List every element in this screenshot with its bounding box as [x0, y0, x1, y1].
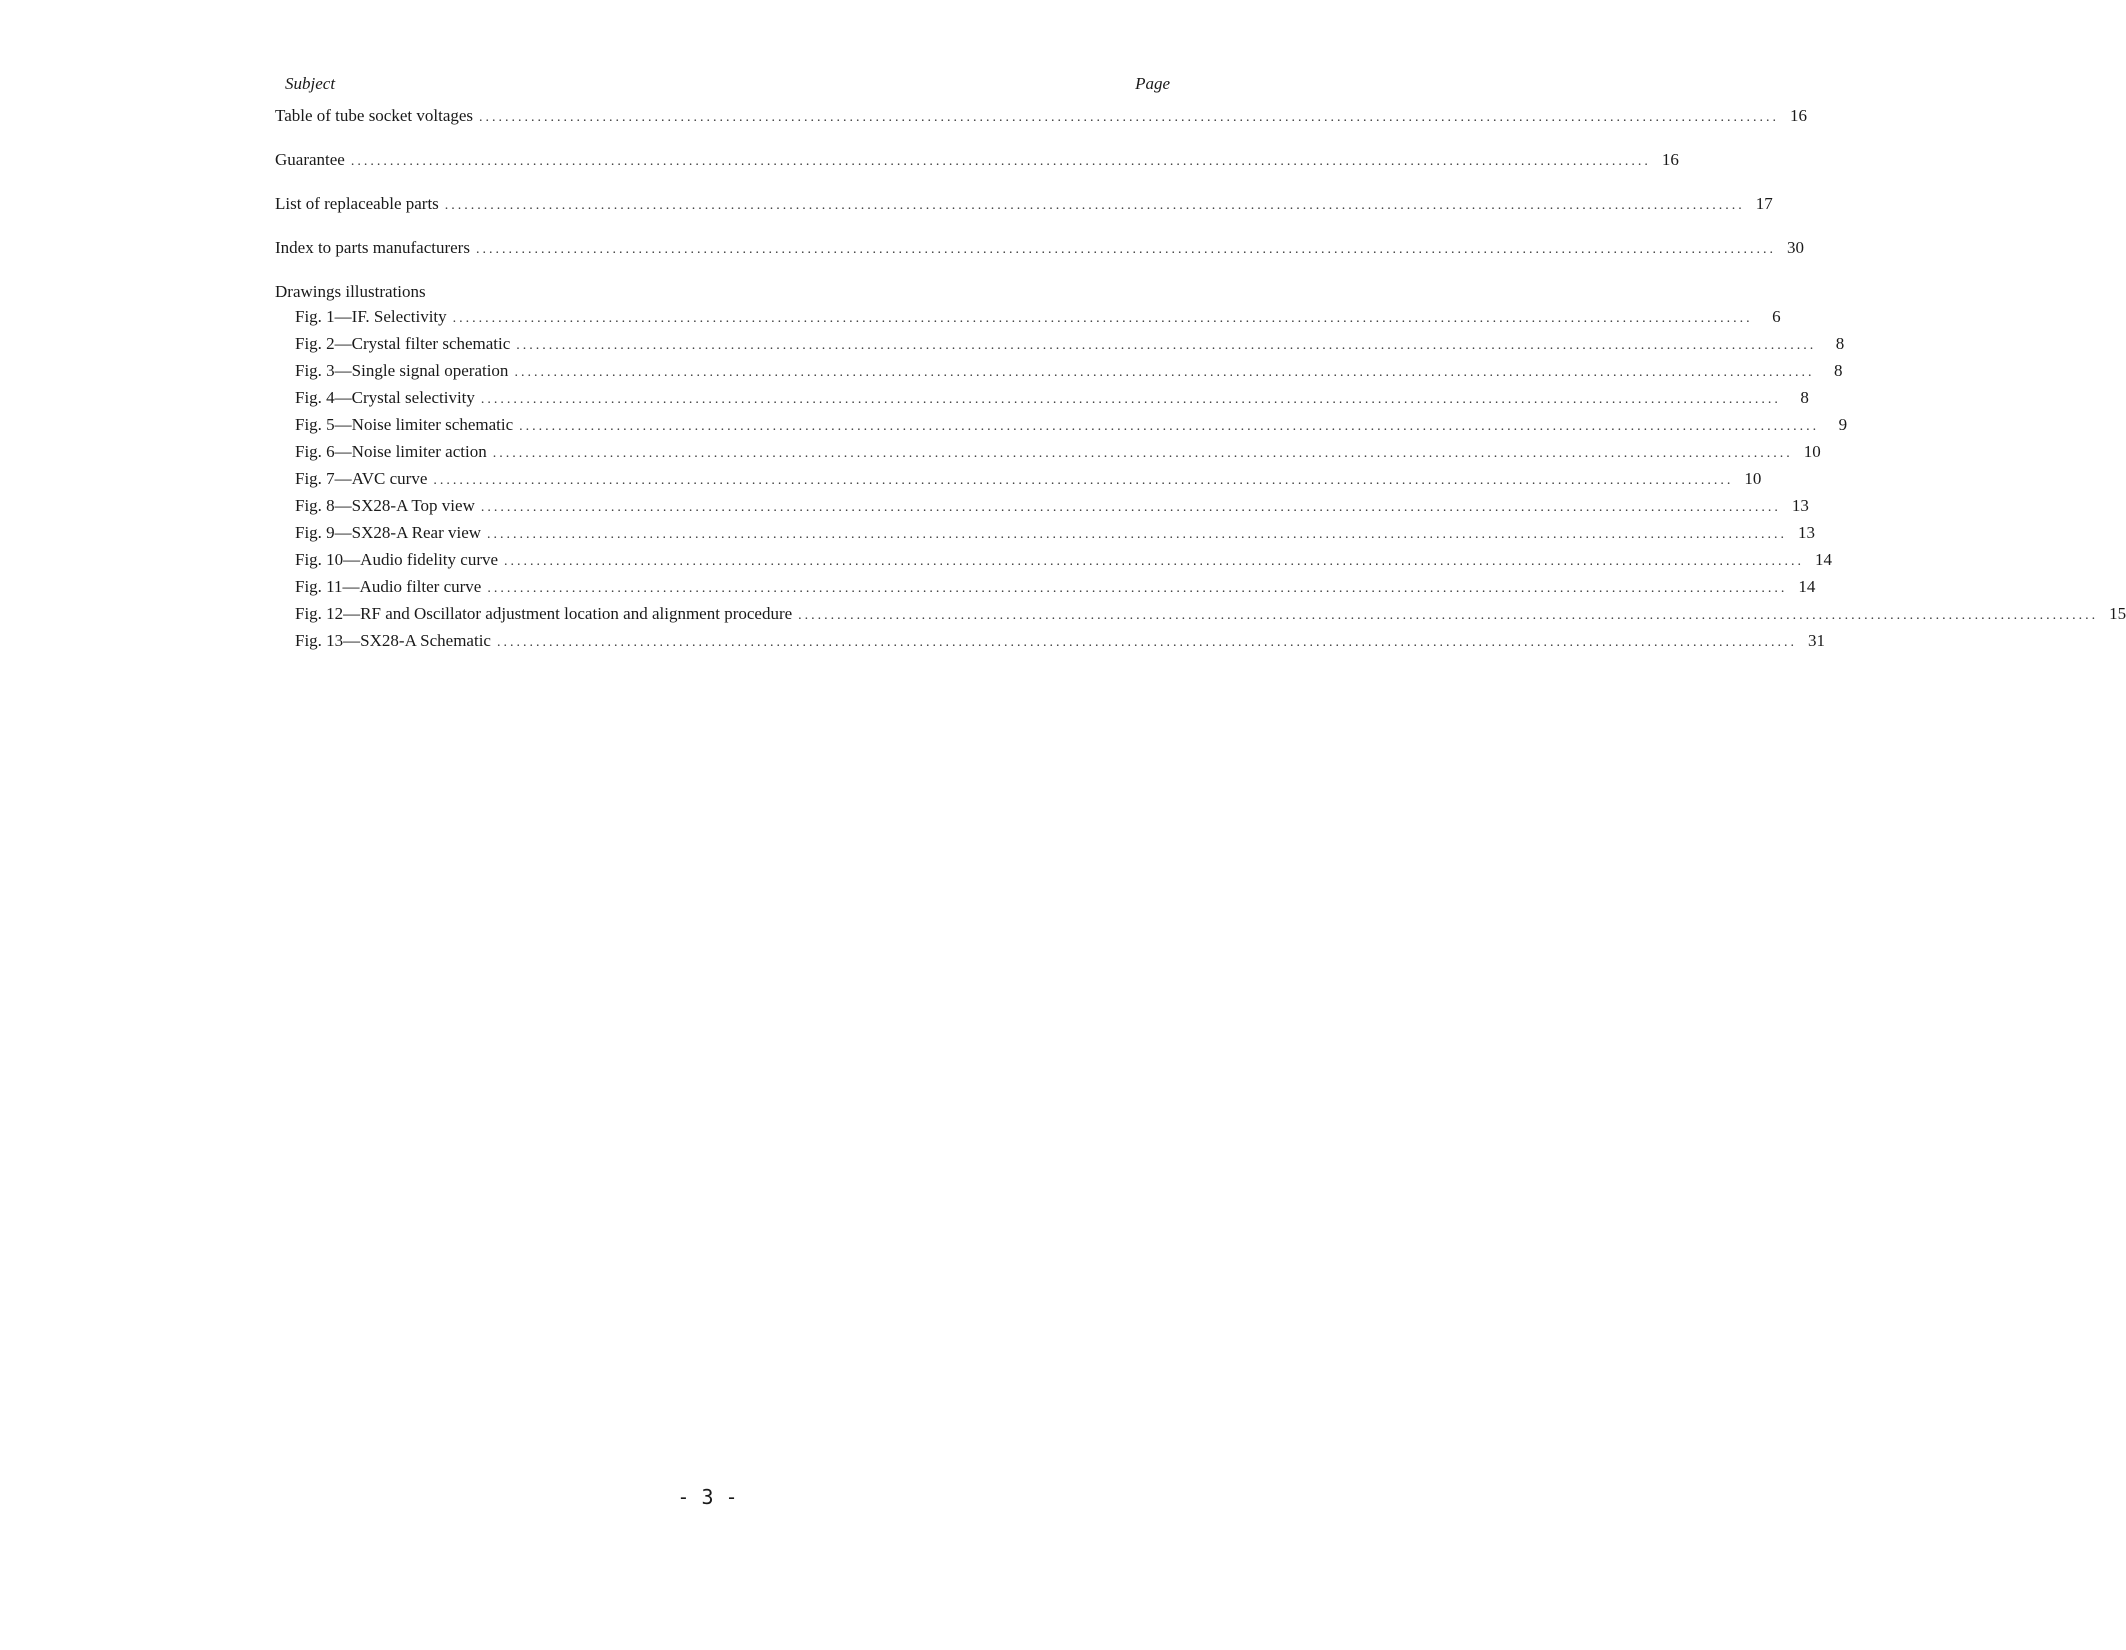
toc-entry-label: Guarantee — [275, 150, 345, 169]
leader-dots: ........................................................................................................................................................................................................ — [350, 154, 1651, 169]
figure-entry — [295, 385, 1809, 412]
figure-entry — [295, 520, 1816, 547]
leader-dots: ........................................................................................................................................................................................................ — [480, 392, 1781, 407]
figure-entry — [295, 439, 1821, 466]
toc-entry-page: 16 — [1790, 106, 1808, 125]
figure-label: Fig. 10—Audio fidelity curve — [295, 550, 499, 569]
figure-label: Fig. 9—SX28-A Rear view — [295, 523, 482, 542]
leader-dots: ........................................................................................................................................................................................................ — [487, 581, 1788, 596]
page-number: - 3 - — [677, 1485, 738, 1509]
drawings-section-title: Drawings illustrations — [275, 282, 426, 301]
figure-entry — [295, 601, 2126, 628]
figure-entry — [295, 547, 1833, 574]
figure-label: Fig. 4—Crystal selectivity — [295, 388, 475, 407]
toc-entry-label: List of replaceable parts — [275, 194, 439, 213]
figure-label: Fig. 2—Crystal filter schematic — [295, 334, 511, 353]
figure-page: 13 — [1791, 496, 1809, 515]
figure-label: Fig. 3—Single signal operation — [295, 361, 509, 380]
toc-header — [275, 74, 1170, 104]
figure-page: 10 — [1744, 469, 1762, 488]
figure-label: Fig. 1—IF. Selectivity — [295, 307, 447, 326]
figure-page: 8 — [1833, 361, 1843, 380]
figure-entry — [295, 493, 1809, 520]
figure-page: 15 — [2109, 604, 2126, 623]
leader-dots: ........................................................................................................................................................................................................ — [480, 500, 1781, 515]
toc-entry-page: 30 — [1786, 238, 1804, 257]
figure-entry — [295, 574, 1816, 601]
figure-label: Fig. 11—Audio filter curve — [295, 577, 482, 596]
leader-dots: ........................................................................................................................................................................................................ — [444, 198, 1745, 213]
figure-page: 14 — [1815, 550, 1833, 569]
subject-column-heading: Subject — [285, 74, 336, 93]
figure-entry — [295, 628, 1825, 655]
figure-page: 8 — [1800, 388, 1809, 407]
leader-dots: ........................................................................................................................................................................................................ — [519, 419, 1820, 434]
figure-page: 8 — [1835, 334, 1845, 353]
drawings-list — [275, 304, 2126, 655]
leader-dots: ........................................................................................................................................................................................................ — [487, 527, 1788, 542]
toc-entry — [275, 236, 1804, 262]
toc-entry-label: Table of tube socket voltages — [275, 106, 474, 125]
toc-entry-page: 17 — [1755, 194, 1773, 213]
toc-entry — [275, 104, 1808, 130]
leader-dots: ........................................................................................................................................................................................................ — [516, 338, 1817, 353]
figure-page: 13 — [1798, 523, 1816, 542]
page-column-heading: Page — [1135, 74, 1170, 93]
leader-dots: ........................................................................................................................................................................................................ — [479, 110, 1780, 125]
leader-dots: ........................................................................................................................................................................................................ — [475, 242, 1776, 257]
toc-entry-page: 16 — [1661, 150, 1679, 169]
figure-label: Fig. 8—SX28-A Top view — [295, 496, 475, 515]
leader-dots: ........................................................................................................................................................................................................ — [504, 554, 1805, 569]
figure-entry — [295, 331, 1845, 358]
figure-page: 6 — [1772, 307, 1781, 326]
figure-entry — [295, 466, 1762, 493]
figure-entry — [295, 412, 1848, 439]
toc-entry — [275, 148, 1679, 174]
figure-label: Fig. 13—SX28-A Schematic — [295, 631, 491, 650]
toc-entry-label: Index to parts manufacturers — [275, 238, 470, 257]
leader-dots: ........................................................................................................................................................................................................ — [492, 446, 1793, 461]
figure-entry — [295, 358, 1843, 385]
figure-page: 10 — [1803, 442, 1821, 461]
figure-entry — [295, 304, 1781, 331]
figure-label: Fig. 5—Noise limiter schematic — [295, 415, 514, 434]
figure-label: Fig. 6—Noise limiter action — [295, 442, 487, 461]
toc-entry — [275, 192, 1773, 218]
leader-dots: ........................................................................................................................................................................................................ — [514, 365, 1815, 380]
leader-dots: ........................................................................................................................................................................................................ — [452, 311, 1753, 326]
table-of-contents — [275, 74, 2126, 655]
figure-page: 14 — [1798, 577, 1816, 596]
leader-dots: ........................................................................................................................................................................................................ — [496, 635, 1797, 650]
leader-dots: ........................................................................................................................................................................................................ — [433, 473, 1734, 488]
figure-page: 31 — [1807, 631, 1825, 650]
figure-label: Fig. 12—RF and Oscillator adjustment location and alignment procedure — [295, 604, 793, 623]
leader-dots: ........................................................................................................................................................................................................ — [798, 608, 2099, 623]
figure-page: 9 — [1838, 415, 1848, 434]
figure-label: Fig. 7—AVC curve — [295, 469, 428, 488]
